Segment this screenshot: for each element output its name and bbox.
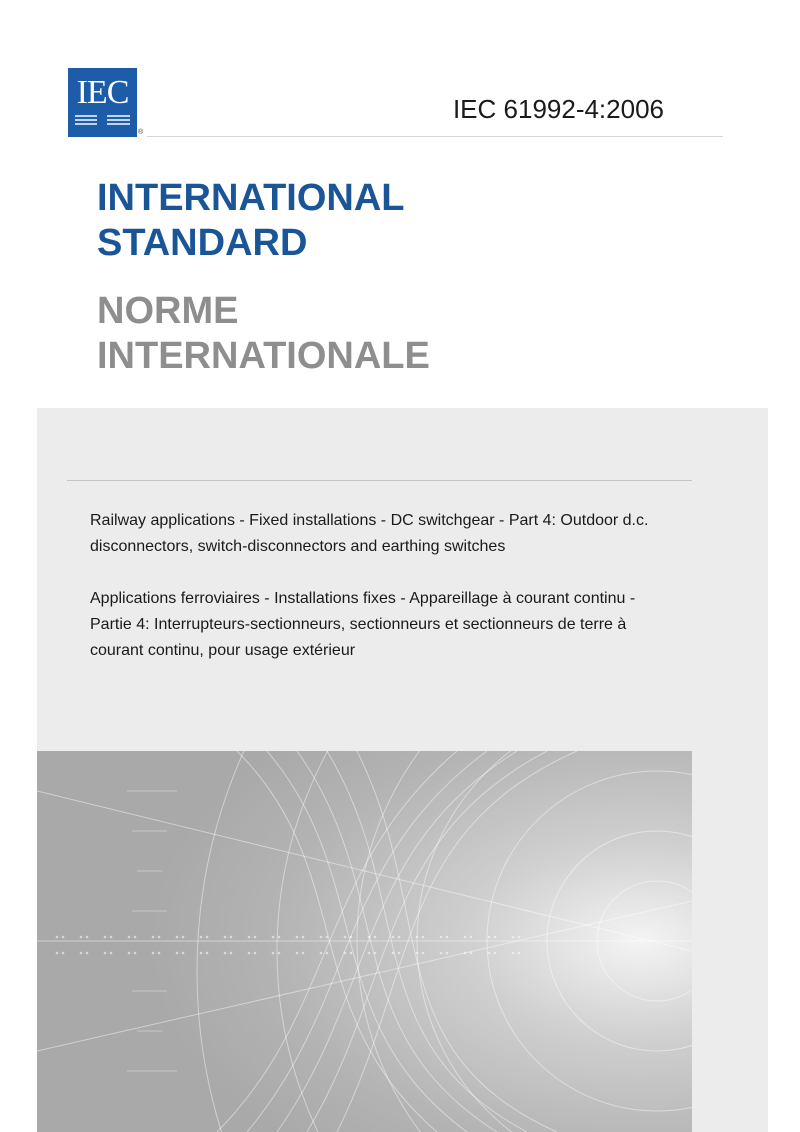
logo-lines-icon — [75, 114, 130, 128]
document-number: IEC 61992-4:2006 — [452, 94, 664, 124]
title-english — [97, 176, 405, 266]
iec-logo — [68, 68, 137, 137]
header-divider — [147, 136, 723, 137]
logo-text: IEC — [76, 74, 129, 111]
title-english-line1: INTERNATIONAL — [97, 177, 405, 219]
title-french — [97, 289, 430, 379]
description-english: Railway applications - Fixed installations - DC switchgear - Part 4: Outdoor d.c. disconnectors, switch-disconnectors and earthing switches — [90, 512, 649, 555]
title-french-line1: NORME — [97, 290, 239, 332]
title-french-line2: INTERNATIONALE — [97, 335, 430, 377]
title-english-line2: STANDARD — [97, 222, 308, 264]
description-french: Applications ferroviaires - Installations fixes - Appareillage à courant continu - Partie 4: Interrupteurs-sectionneurs, sectionneurs et sectionneurs de terre à courant continu, pour usage extérieur — [90, 590, 636, 659]
decorative-cover-graphic — [37, 751, 692, 1132]
panel-divider — [67, 480, 692, 481]
registered-mark: ® — [138, 129, 144, 136]
